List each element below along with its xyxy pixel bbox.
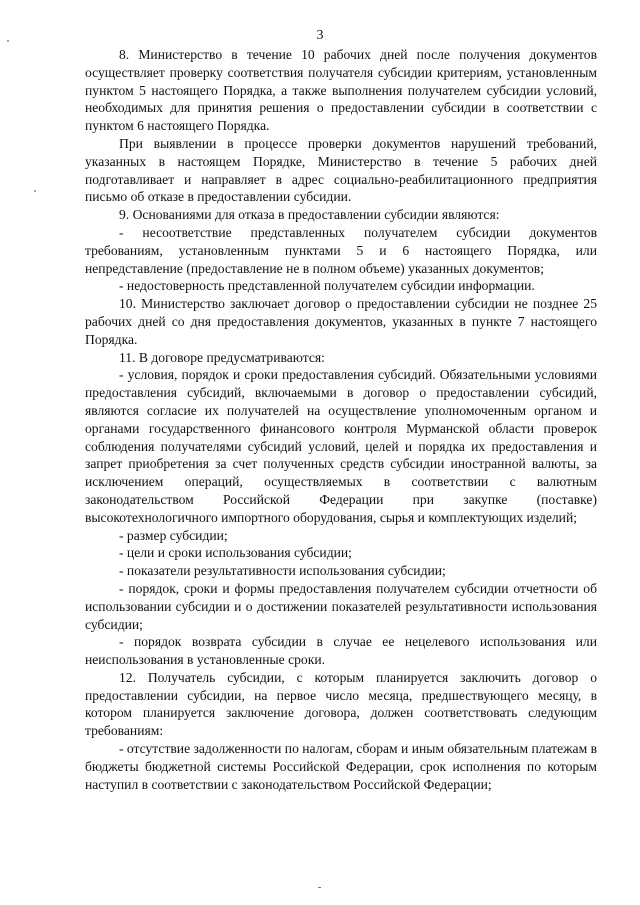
paragraph-11-item-goals: - цели и сроки использования субсидии;: [119, 545, 352, 561]
margin-mark: [7, 40, 9, 42]
paragraph-8-violations: При выявлении в процессе проверки документов нарушений требований, указанных в настоящем Порядке, Министерство в течение 5 рабочих дней подготавливает и направляет в адрес социально-реабилитационного предприятия письмо об отказе в предоставлении субсидии.: [85, 135, 597, 205]
scan-mark: [318, 887, 321, 888]
page-number: 3: [316, 28, 324, 43]
document-body: [85, 46, 597, 793]
paragraph-12-item-no-debt: - отсутствие задолженности по налогам, сборам и иным обязательным платежам в бюджеты бюджетной системы Российской Федерации, срок исполнения по которым наступил в соответствии с законодательством Российской Федерации;: [85, 741, 597, 792]
margin-mark: [34, 190, 36, 192]
paragraph-12: 12. Получатель субсидии, с которым планируется заключить договор о предоставлении субсидии, на первое число месяца, предшествующего месяцу, в котором планируется заключение договора, должен соответствовать следующим требованиям:: [85, 669, 597, 739]
paragraph-11-item-reporting: - порядок, сроки и формы предоставления получателем субсидии отчетности об использовании субсидии и о достижении показателей результативности использования субсидии;: [85, 580, 597, 632]
paragraph-8: 8. Министерство в течение 10 рабочих дней после получения документов осуществляет проверку соответствия получателя субсидии критериям, установленным пунктом 5 настоящего Порядка, а также выполнения получателем субсидии условий, необходимых для принятия решения о предоставлении субсидии в соответствии с пунктом 6 настоящего Порядка.: [85, 47, 597, 134]
paragraph-11-item-indicators: - показатели результативности использования субсидии;: [119, 563, 446, 579]
paragraph-11-item-amount: - размер субсидии;: [119, 527, 228, 543]
paragraph-11-item-conditions: - условия, порядок и сроки предоставления субсидий. Обязательными условиями предоставления субсидий, включаемыми в договор о предоставлении субсидий, являются согласие их получателей на осуществление уполномоченным органом и органами государственного финансового контроля Мурманской области проверок соблюдения получателями субсидий условий, целей и порядка их предоставления и запрет приобретения за счет полученных средств субсидии иностранной валюты, за исключением операций, осуществляемых в соответствии с валютным законодательством Российской Федерации при закупке (поставке) высокотехнологичного импортного оборудования, сырья и комплектующих изделий;: [85, 367, 597, 525]
paragraph-11-item-refund: - порядок возврата субсидии в случае ее нецелевого использования или неиспользования в установленные сроки.: [85, 634, 597, 668]
paragraph-9-item-unreliable-info: - недостоверность представленной получателем субсидии информации.: [119, 278, 535, 294]
paragraph-9-heading: 9. Основаниями для отказа в предоставлении субсидии являются:: [119, 207, 500, 223]
paragraph-10: 10. Министерство заключает договор о предоставлении субсидии не позднее 25 рабочих дней со дня предоставления документов, указанных в пункте 7 настоящего Порядка.: [85, 296, 597, 347]
paragraph-9-item-noncompliance: - несоответствие представленных получателем субсидии документов требованиям, установленным пунктами 5 и 6 настоящего Порядка, или непредставление (предоставление не в полном объеме) указанных документов;: [85, 224, 597, 276]
paragraph-11-heading: 11. В договоре предусматриваются:: [119, 349, 325, 365]
